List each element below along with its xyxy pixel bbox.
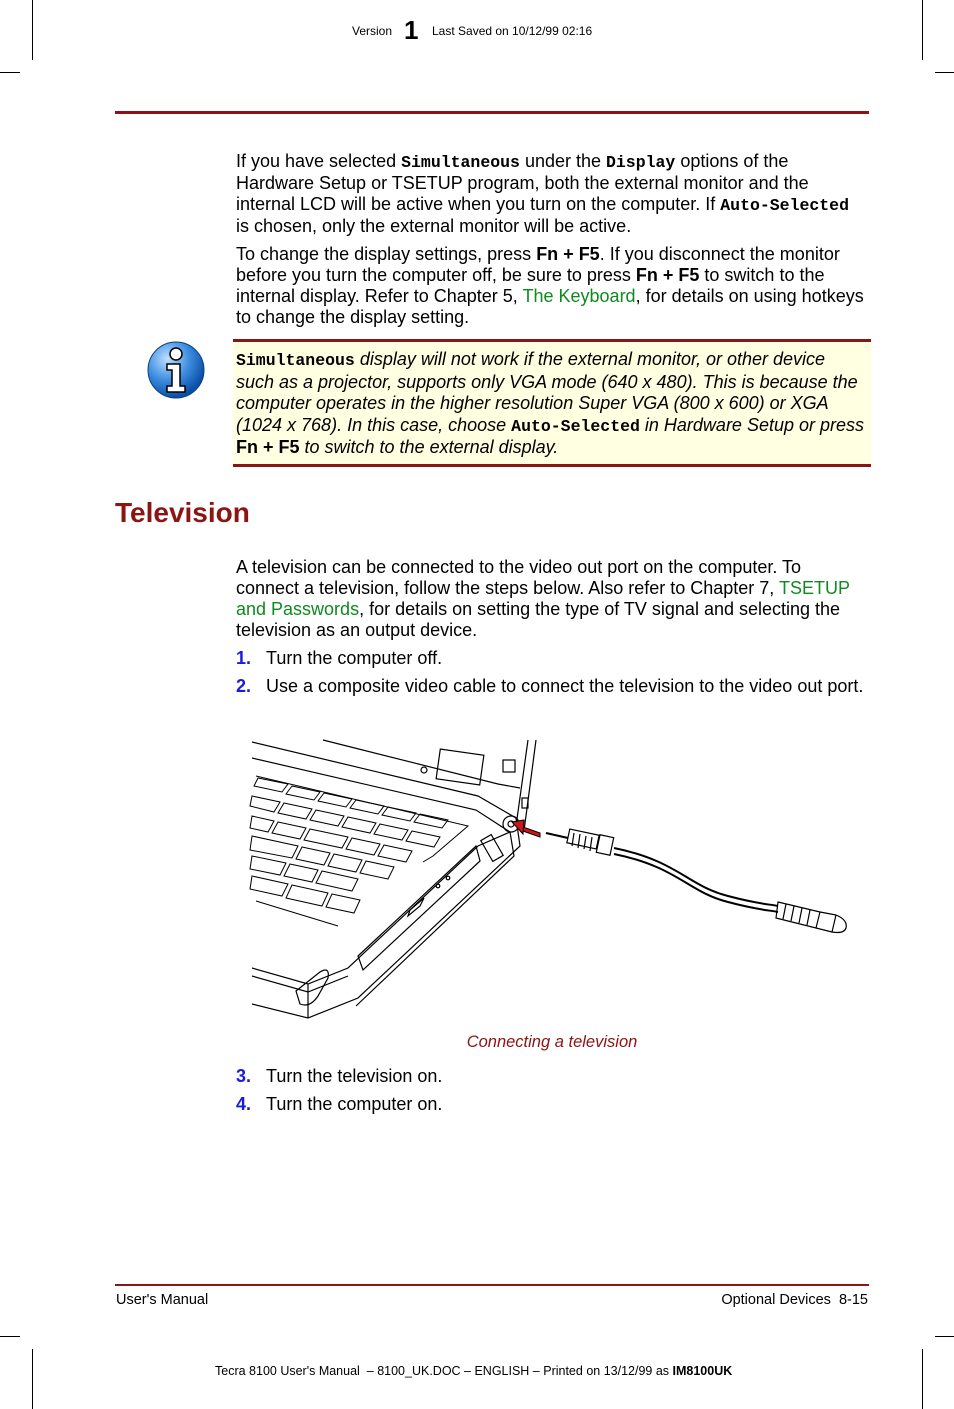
footer-right: Optional Devices 8-15 <box>721 1292 868 1308</box>
laptop-tv-connection-illustration <box>248 736 860 1021</box>
info-icon <box>145 340 207 400</box>
crop-mark <box>32 0 33 60</box>
print-line: Tecra 8100 User's Manual – 8100_UK.DOC – ENGLISH – Printed on 13/12/99 as IM8100UK <box>215 1364 733 1378</box>
note-text: Simultaneous display will not work if the external monitor, or other device such as a projector, supports only VGA mode (640 x 480). This is because the computer operates in the higher resolution Super VGA (800 x 600) or XGA (1024 x 768). In this case, choose Auto-Selected in Hardware Setup or press Fn + F5 to switch to the external display. <box>236 349 865 457</box>
crop-mark <box>922 1349 923 1409</box>
section-paragraph: A television can be connected to the video out port on the computer. To connect a television, follow the steps below. Also refer to Chapter 7, TSETUP and Passwords, for details on setting the type of TV signal and selecting the television as an output device. <box>236 557 850 640</box>
step-number: 3. <box>236 1066 252 1086</box>
link-the-keyboard[interactable]: The Keyboard <box>522 286 636 306</box>
link-tsetup-and-passwords[interactable]: TSETUP and Passwords <box>236 578 850 619</box>
step-text: Turn the computer off. <box>266 648 443 668</box>
footer-left: User's Manual <box>116 1292 209 1308</box>
intro-text <box>236 151 866 335</box>
step-number: 4. <box>236 1094 252 1114</box>
intro-paragraph-1: If you have selected Simultaneous under the Display options of the Hardware Setup or TSETUP program, both the external monitor and the internal LCD will be active when you turn on the computer. If Auto-Selected is chosen, only the external monitor will be active. <box>236 151 849 236</box>
crop-mark <box>0 72 20 73</box>
intro-paragraph-2: To change the display settings, press Fn + F5. If you disconnect the monitor before you turn the computer off, be sure to press Fn + F5 to switch to the internal display. Refer to Chapter 5, The Keyboard, for details on using hotkeys to change the display setting. <box>236 244 864 327</box>
step-text: Turn the television on. <box>266 1066 443 1086</box>
crop-mark <box>0 1336 20 1337</box>
crop-mark <box>935 72 954 73</box>
step-text: Use a composite video cable to connect the television to the video out port. <box>266 676 864 696</box>
crop-mark <box>935 1336 954 1337</box>
last-saved: Last Saved on 10/12/99 02:16 <box>432 24 593 38</box>
footer-rule <box>115 1284 869 1286</box>
note-box <box>233 339 871 467</box>
header-rule <box>115 111 869 114</box>
step-number: 2. <box>236 676 252 696</box>
figure-caption: Connecting a television <box>466 1033 638 1051</box>
section-heading: Television <box>115 497 250 528</box>
step-number: 1. <box>236 648 252 668</box>
version-label: Version <box>352 24 393 38</box>
step-text: Turn the computer on. <box>266 1094 443 1114</box>
crop-mark <box>922 0 923 60</box>
version-number: 1 <box>404 15 419 45</box>
crop-mark <box>32 1349 33 1409</box>
